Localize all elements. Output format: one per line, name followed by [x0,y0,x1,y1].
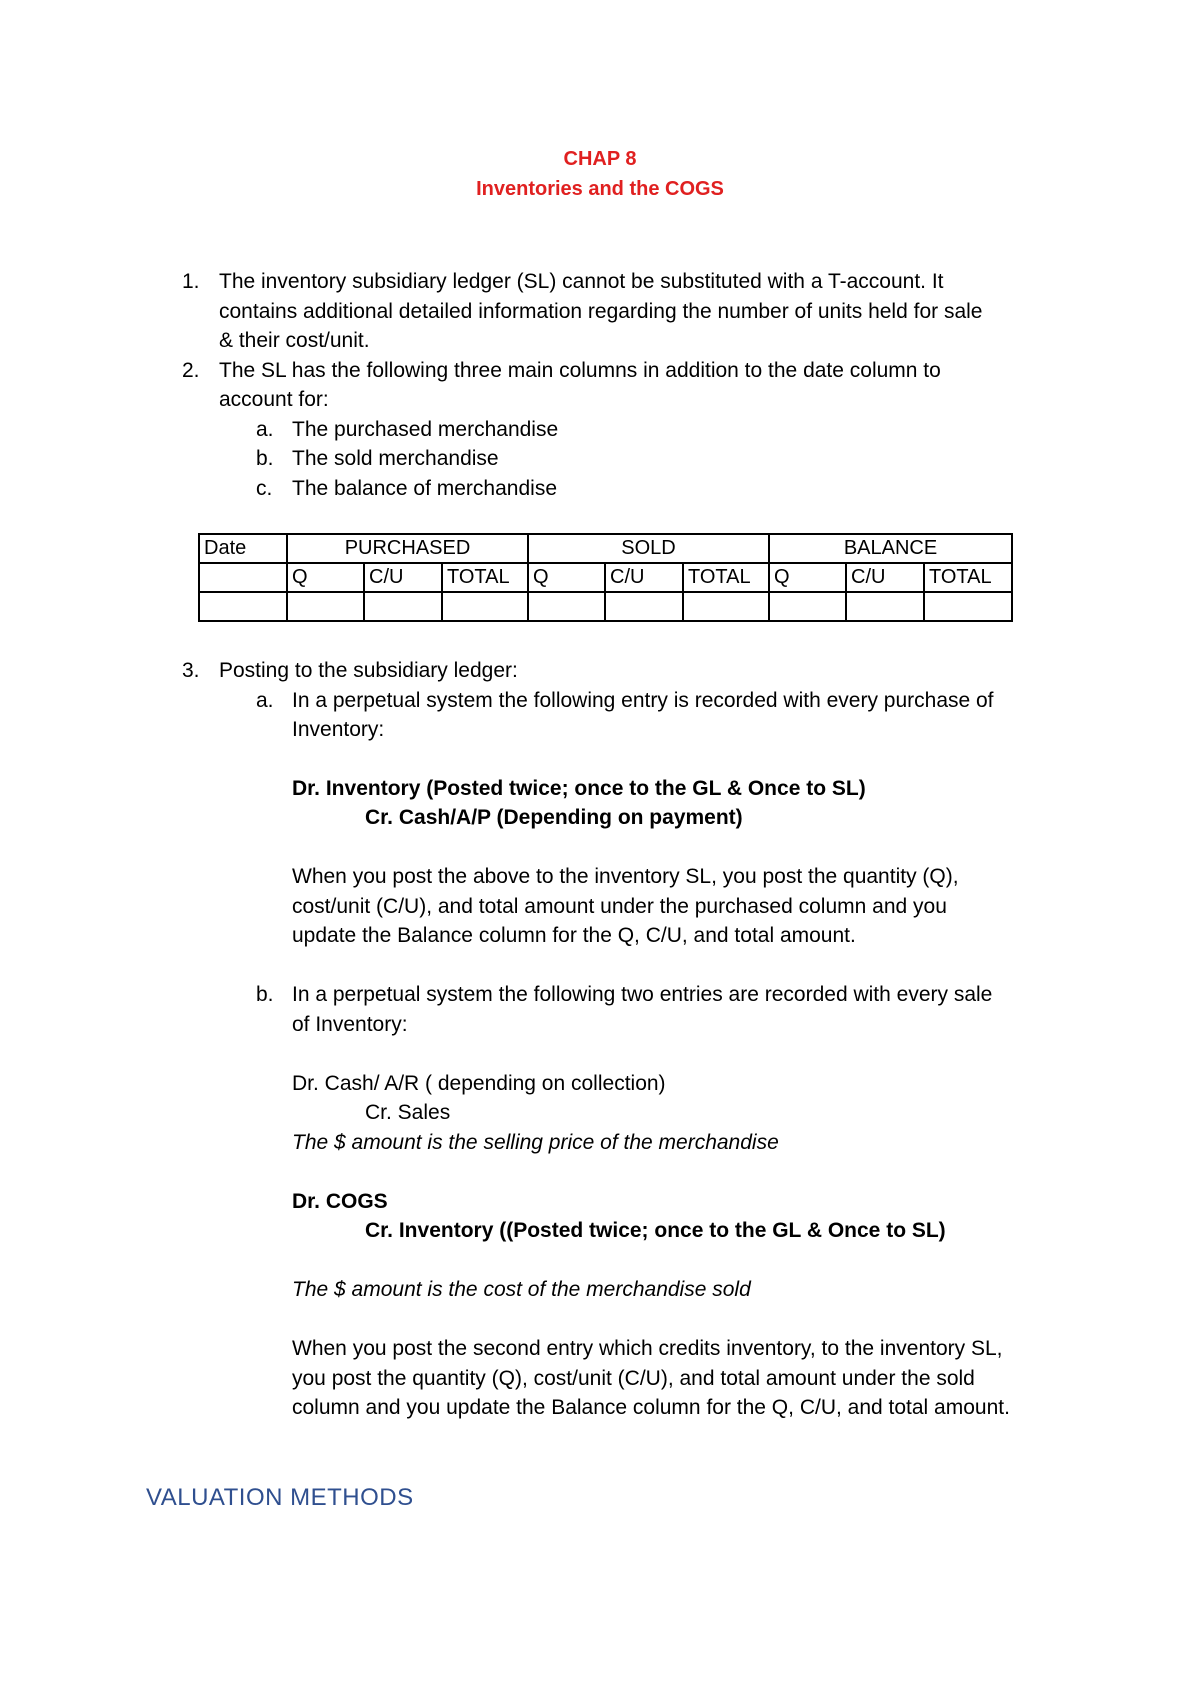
paragraph-line: contains additional detailed information regarding the number of units held for sale [219,300,983,323]
paragraph-line: you post the quantity (Q), cost/unit (C/U), and total amount under the sold [292,1367,975,1390]
journal-entry-debit: Dr. Inventory (Posted twice; once to the GL & Once to SL) [292,777,866,800]
sub-item-letter: a. [256,418,274,441]
journal-entry-credit: Cr. Cash/A/P (Depending on payment) [365,806,743,829]
table-header-row [199,534,1012,563]
sub-item-letter: c. [256,477,273,500]
journal-entry-credit: Cr. Inventory ((Posted twice; once to the GL & Once to SL) [365,1219,946,1242]
paragraph-line: cost/unit (C/U), and total amount under the purchased column and you [292,895,947,918]
journal-entry-debit: Dr. Cash/ A/R ( depending on collection) [292,1072,666,1095]
sub-item-letter: a. [256,689,274,712]
journal-entry-credit: Cr. Sales [365,1101,451,1124]
purchased-header: PURCHASED [287,534,528,563]
amount-note: The $ amount is the cost of the merchandise sold [292,1278,751,1301]
paragraph-line: The SL has the following three main columns in addition to the date column to [219,359,941,382]
subheader-cell: TOTAL [924,563,1012,592]
paragraph-line: When you post the second entry which credits inventory, to the inventory SL, [292,1337,1003,1360]
sub-item-text: The sold merchandise [292,447,499,470]
balance-header: BALANCE [769,534,1012,563]
paragraph-line: When you post the above to the inventory SL, you post the quantity (Q), [292,865,959,888]
paragraph-line: & their cost/unit. [219,329,370,352]
item-number: 3. [182,659,200,682]
sub-item-letter: b. [256,983,274,1006]
paragraph-line: The inventory subsidiary ledger (SL) cannot be substituted with a T-account. It [219,270,944,293]
chapter-subtitle: Inventories and the COGS [476,178,724,200]
subheader-cell: Q [769,563,846,592]
item-number: 1. [182,270,200,293]
sold-header: SOLD [528,534,769,563]
subheader-cell: C/U [364,563,442,592]
date-header: Date [199,534,287,563]
subheader-cell: Q [287,563,364,592]
journal-entry-debit: Dr. COGS [292,1190,388,1213]
subheader-cell: C/U [846,563,924,592]
paragraph-line: of Inventory: [292,1013,408,1036]
subheader-cell: TOTAL [442,563,528,592]
paragraph-line: column and you update the Balance column for the Q, C/U, and total amount. [292,1396,1010,1419]
amount-note: The $ amount is the selling price of the merchandise [292,1131,779,1154]
subheader-cell: Q [528,563,605,592]
table-subheader-row [199,563,1012,592]
sub-item-text: The balance of merchandise [292,477,557,500]
paragraph-line: In a perpetual system the following two entries are recorded with every sale [292,983,993,1006]
subsidiary-ledger-table [198,533,1013,622]
section-title: Posting to the subsidiary ledger: [219,659,518,682]
paragraph-line: Inventory: [292,718,385,741]
paragraph-line: In a perpetual system the following entry is recorded with every purchase of [292,689,994,712]
chapter-title: CHAP 8 [563,148,637,170]
subheader-cell: TOTAL [683,563,769,592]
paragraph-line: account for: [219,388,329,411]
section-heading: VALUATION METHODS [146,1484,414,1511]
paragraph-line: update the Balance column for the Q, C/U, and total amount. [292,924,856,947]
item-number: 2. [182,359,200,382]
sub-item-text: The purchased merchandise [292,418,559,441]
subheader-cell: C/U [605,563,683,592]
table-row [199,592,1012,621]
sub-item-letter: b. [256,447,274,470]
